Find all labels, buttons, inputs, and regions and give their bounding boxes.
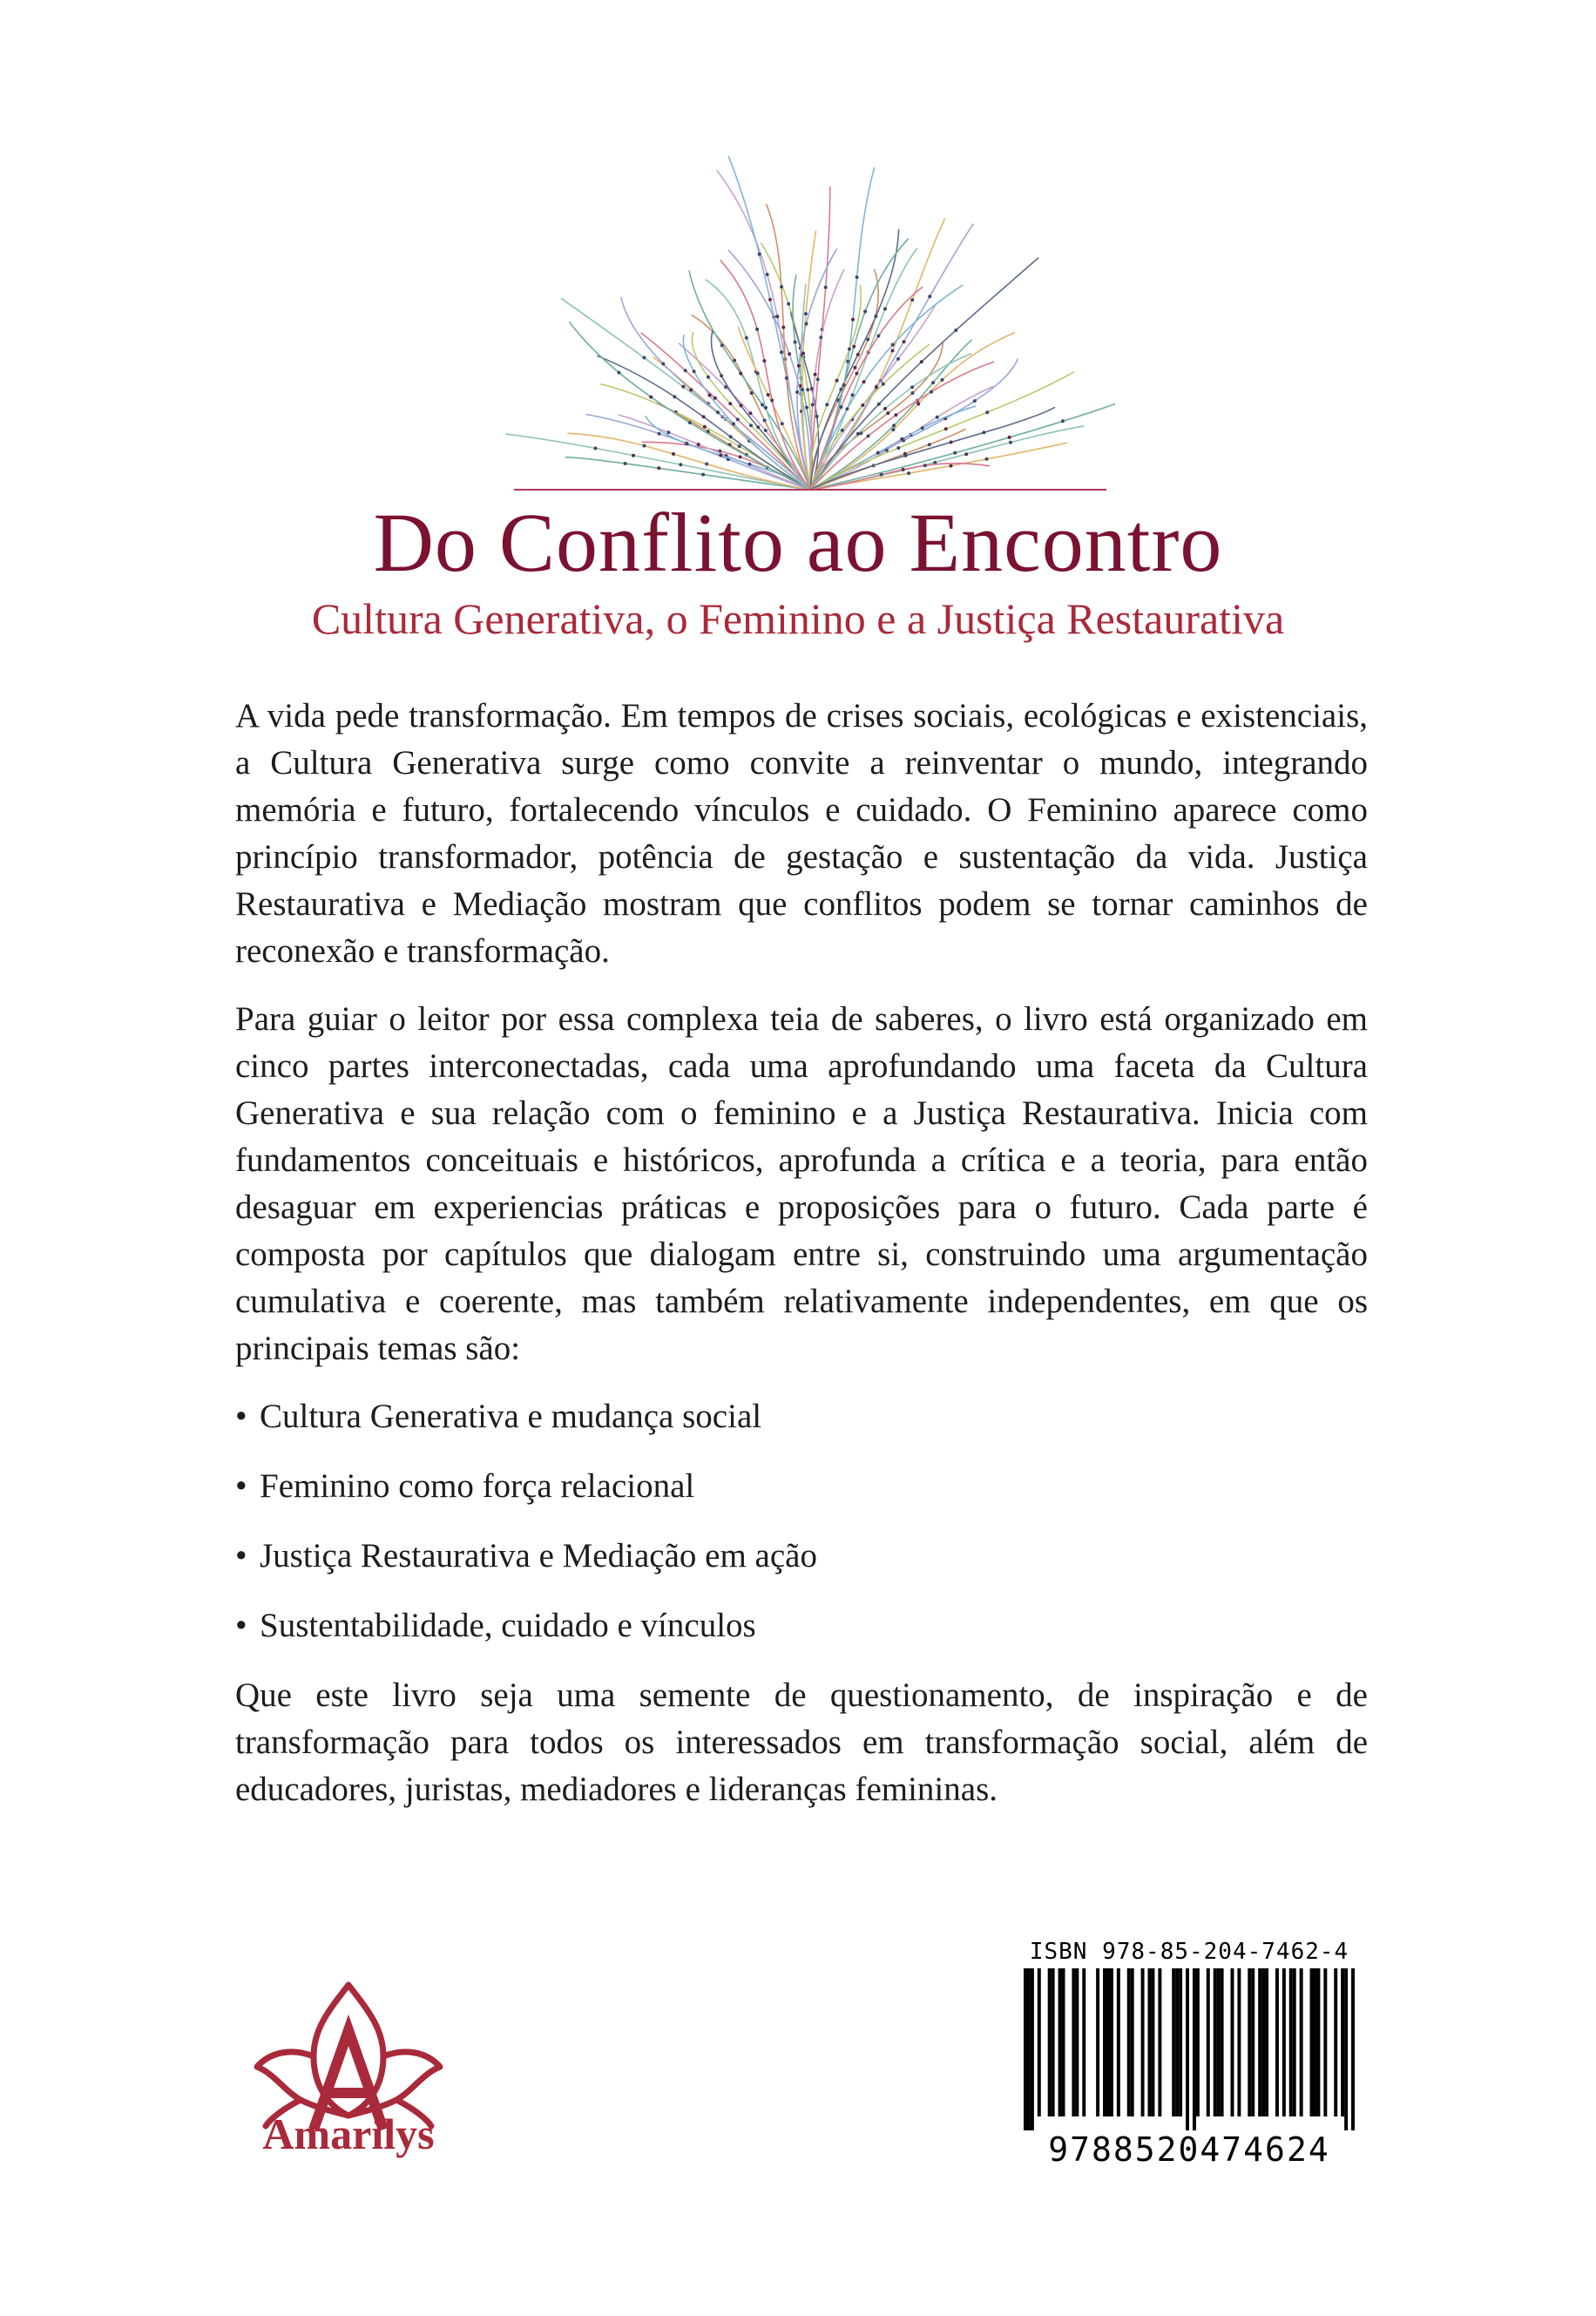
barcode-bar: [1096, 1968, 1099, 2116]
art-dot: [936, 416, 939, 419]
art-dot: [815, 415, 819, 418]
art-dot: [749, 423, 753, 427]
art-dot: [785, 376, 788, 380]
barcode-bar: [1265, 1968, 1268, 2116]
art-dot: [920, 360, 923, 363]
barcode-bar: [1207, 1968, 1210, 2116]
art-dot: [797, 364, 801, 368]
bullet-icon: •: [235, 1467, 247, 1505]
radiating-lines-illustration: [505, 131, 1115, 497]
barcode-bar: [1261, 1968, 1265, 2116]
art-dot: [767, 393, 770, 396]
art-dot: [756, 425, 760, 429]
art-dot: [736, 417, 740, 421]
art-dot: [891, 349, 895, 353]
art-dot: [902, 468, 905, 471]
art-dot: [748, 463, 752, 466]
barcode-bar: [1214, 1968, 1217, 2116]
art-dot: [679, 463, 682, 466]
art-dot: [657, 466, 660, 470]
art-dot: [954, 328, 957, 332]
art-dot: [794, 341, 797, 344]
barcode-bar: [1058, 1968, 1062, 2116]
barcode-bar: [1258, 1968, 1261, 2116]
art-dot: [804, 312, 808, 315]
bullet-icon: •: [235, 1537, 247, 1574]
art-dot: [903, 454, 907, 457]
paragraph-1: A vida pede transformação. Em tempos de crises sociais, ecológicas e existenciais, a Cultura Generativa surge como convite a reinventar o mundo, integrando memória e futuro, fortalecendo vínculos e cuidado. O Feminino aparece como princípio transformador, potência de gestação e sustentação da vida. Justiça Restaurativa e Mediação mostram que conflitos podem se tornar caminhos de reconexão e transformação.: [235, 697, 1368, 970]
barcode-bar: [1275, 1968, 1279, 2116]
barcode-bar: [1231, 1968, 1234, 2116]
barcode-bar: [1072, 1968, 1075, 2116]
art-dot: [762, 359, 766, 362]
art-dot: [763, 419, 767, 423]
art-dot: [703, 425, 707, 429]
art-dot: [801, 388, 804, 391]
art-dot: [874, 315, 877, 318]
barcode-bar: [1179, 1968, 1182, 2116]
art-dot: [883, 308, 887, 311]
art-dot: [689, 389, 693, 392]
art-dot: [896, 446, 900, 450]
book-title: Do Conflito ao Encontro: [373, 496, 1223, 589]
barcode-bar: [1186, 1968, 1189, 2134]
art-dot: [732, 422, 735, 425]
art-dot: [806, 388, 809, 391]
barcode-bar: [1075, 1968, 1079, 2116]
art-dot: [896, 357, 900, 361]
barcode-bar: [1314, 1968, 1317, 2116]
art-dot: [805, 406, 808, 410]
art-dot: [811, 403, 815, 407]
art-dot: [883, 407, 887, 410]
art-dot: [795, 390, 799, 394]
art-dot: [624, 462, 627, 465]
barcode-bar: [1248, 1968, 1251, 2116]
barcode-bar: [1048, 1968, 1052, 2116]
bullet-text: Sustentabilidade, cuidado e vínculos: [260, 1607, 756, 1644]
barcode-bar: [1334, 1968, 1337, 2116]
barcode-bar: [1172, 1968, 1175, 2116]
art-dot: [985, 410, 989, 414]
art-dot: [941, 378, 944, 382]
art-dot: [1061, 419, 1065, 423]
art-dot: [781, 422, 784, 425]
art-dot: [673, 395, 676, 398]
bullet-text: Feminino como força relacional: [260, 1467, 695, 1505]
art-dot: [768, 298, 772, 301]
art-dot: [825, 403, 828, 406]
art-dot: [686, 442, 689, 445]
art-dot: [852, 345, 855, 349]
barcode-bar: [1148, 1968, 1152, 2116]
art-dot: [903, 340, 906, 343]
art-dot: [764, 406, 768, 410]
art-dot: [729, 435, 733, 438]
art-dot: [716, 410, 720, 414]
art-dot: [693, 369, 696, 373]
art-dot: [882, 383, 885, 386]
barcode-bar: [1082, 1968, 1085, 2116]
art-dot: [761, 403, 764, 407]
art-dot: [632, 454, 635, 457]
barcode-bar: [1038, 1968, 1041, 2116]
art-dot: [702, 415, 706, 418]
art-dot: [719, 454, 722, 457]
art-dot: [739, 455, 742, 458]
art-dot: [681, 385, 685, 389]
art-dot: [787, 302, 790, 306]
art-line: [621, 297, 810, 490]
book-subtitle: Cultura Generativa, o Feminino e a Justiça Restaurativa: [311, 594, 1285, 643]
art-dot: [855, 372, 858, 376]
art-dot: [928, 295, 931, 298]
art-dot: [740, 404, 743, 408]
art-dot: [930, 390, 933, 394]
art-dot: [856, 432, 860, 436]
art-dot: [764, 429, 768, 432]
art-dot: [916, 403, 920, 406]
art-dot: [748, 411, 752, 415]
art-dot: [594, 447, 598, 450]
barcode-bar: [1127, 1968, 1131, 2116]
art-dot: [697, 443, 700, 446]
art-dot: [841, 429, 844, 432]
art-dot: [701, 473, 705, 477]
barcode-bar: [1151, 1968, 1154, 2116]
art-dot: [886, 411, 889, 415]
art-dot: [745, 336, 748, 340]
art-dot: [780, 350, 783, 354]
isbn-label: ISBN 978-85-204-7462-4: [1029, 1939, 1349, 1965]
art-line: [810, 224, 973, 490]
art-dot: [923, 464, 927, 467]
art-dot: [950, 464, 953, 468]
art-dot: [863, 310, 867, 314]
art-dot: [780, 285, 783, 288]
isbn-barcode: [1015, 1939, 1363, 2174]
art-dot: [982, 430, 985, 434]
barcode-bar: [1024, 1968, 1027, 2134]
art-dot: [684, 369, 687, 372]
art-dot: [891, 343, 895, 347]
barcode-bar: [1175, 1968, 1179, 2116]
barcode-bar: [1300, 1968, 1303, 2116]
barcode-bar: [1316, 1968, 1320, 2116]
art-dot: [880, 473, 883, 477]
art-dot: [739, 372, 742, 376]
art-dot: [688, 421, 692, 424]
barcode-bar: [1344, 1968, 1348, 2134]
art-dot: [642, 356, 646, 360]
barcode-bar: [1031, 1968, 1034, 2134]
art-dot: [705, 463, 708, 466]
barcode-bar: [1117, 1968, 1120, 2116]
art-dot: [738, 444, 741, 448]
art-dot: [708, 394, 712, 397]
art-dot: [851, 393, 855, 396]
art-dot: [964, 452, 968, 456]
art-dot: [816, 377, 820, 381]
bullet-icon: •: [235, 1607, 247, 1644]
art-dot: [855, 275, 859, 279]
art-dot: [910, 298, 914, 301]
barcode-bar: [1323, 1968, 1327, 2116]
art-dot: [814, 373, 817, 376]
art-dot: [672, 452, 675, 456]
art-dot: [775, 315, 779, 318]
art-dot: [856, 353, 860, 356]
art-dot: [944, 427, 948, 430]
art-dot: [658, 432, 661, 436]
art-dot: [661, 362, 665, 366]
art-dot: [1009, 441, 1012, 444]
art-dot: [900, 437, 903, 441]
art-dot: [950, 441, 953, 444]
art-line: [810, 258, 1038, 490]
art-dot: [756, 372, 760, 376]
art-dot: [835, 379, 839, 383]
barcode-bar: [1062, 1968, 1065, 2116]
barcode-bar: [1131, 1968, 1134, 2116]
isbn-digits: 9788520474624: [1015, 2130, 1363, 2169]
art-dot: [876, 451, 880, 455]
art-dot: [805, 322, 808, 326]
bullet-icon: •: [235, 1398, 247, 1435]
list-item: [235, 1393, 1368, 1440]
art-dot: [819, 335, 822, 339]
barcode-bar: [1027, 1968, 1031, 2134]
publisher-name: Amarilys: [262, 2109, 435, 2158]
art-dot: [854, 366, 857, 369]
art-dot: [985, 457, 989, 461]
art-dot: [840, 405, 843, 409]
barcode-bar: [1289, 1968, 1293, 2116]
art-dot: [666, 430, 670, 434]
art-dot: [758, 253, 761, 256]
bullet-text: Cultura Generativa e mudança social: [260, 1398, 762, 1435]
art-dot: [848, 348, 851, 351]
art-dot: [973, 399, 977, 403]
art-dot: [953, 451, 957, 455]
barcode-bar: [1341, 1968, 1344, 2116]
art-dot: [894, 413, 897, 416]
art-dot: [845, 407, 849, 410]
art-dot: [891, 428, 895, 431]
art-dot: [851, 318, 855, 322]
barcode-bar: [1351, 1968, 1355, 2134]
barcode-bar: [1103, 1968, 1106, 2116]
art-dot: [720, 374, 723, 377]
art-dot: [824, 286, 828, 289]
barcode-bar: [1310, 1968, 1314, 2116]
art-dot: [861, 403, 864, 407]
barcode-bar: [1293, 1968, 1296, 2116]
art-dot: [911, 391, 915, 395]
art-dot: [720, 343, 724, 347]
art-dot: [867, 434, 870, 437]
art-dot: [928, 443, 931, 446]
art-dot: [755, 328, 759, 331]
art-dot: [876, 335, 880, 338]
art-dot: [931, 381, 935, 384]
art-dot: [728, 402, 732, 405]
barcode-bar: [1282, 1968, 1286, 2116]
paragraph-2: Para guiar o leitor por essa complexa teia de saberes, o livro está organizado em cinco partes interconectadas, cada uma aprofundando uma faceta da Cultura Generativa e sua relação com o feminino e a Justiça Restaurativa. Inicia com fundamentos conceituais e históricos, aprofunda a crítica e a teoria, para então desaguar em experiencias práticas e proposições para o futuro. Cada parte é composta por capítulos que dialogam entre si, construindo uma argumentação cumulativa e coerente, mas também relativamente independentes, em que os principais temas são:: [235, 1000, 1368, 1367]
art-dot: [788, 352, 791, 356]
art-dot: [801, 352, 805, 356]
bullet-text: Justiça Restaurativa e Mediação em ação: [260, 1537, 817, 1574]
barcode-bar: [1141, 1968, 1145, 2116]
art-dot: [649, 396, 653, 399]
art-dot: [907, 471, 910, 475]
art-dot: [877, 403, 881, 406]
art-dot: [770, 399, 774, 403]
barcode-bar: [1193, 1968, 1196, 2134]
art-dot: [842, 383, 846, 387]
barcode-bar: [1110, 1968, 1113, 2116]
art-dot: [1008, 436, 1011, 439]
art-dot: [875, 386, 878, 389]
barcode-bar: [1052, 1968, 1055, 2116]
art-dot: [617, 371, 620, 375]
barcode-bar: [1106, 1968, 1110, 2116]
art-line: [810, 333, 1015, 490]
art-dot: [713, 396, 717, 400]
list-item: [235, 1602, 1368, 1649]
art-dot: [781, 326, 785, 329]
art-dot: [921, 426, 924, 430]
art-dot: [766, 273, 769, 276]
art-dot: [866, 338, 869, 342]
back-cover-text: [235, 693, 1368, 1834]
barcode-bar: [1221, 1968, 1224, 2116]
art-dot: [862, 380, 866, 383]
art-dot: [707, 376, 710, 379]
barcode-bar: [1251, 1968, 1254, 2116]
barcode-bar: [1158, 1968, 1161, 2116]
list-item: [235, 1463, 1368, 1510]
list-item: [235, 1533, 1368, 1580]
barcode-bars: [1024, 1968, 1355, 2134]
barcode-bar: [1237, 1968, 1241, 2116]
barcode-bar: [1217, 1968, 1221, 2116]
closing-paragraph: Que este livro seja uma semente de questionamento, de inspiração e de transformação para todos os interessados em transformação social, além de educadores, juristas, mediadores e lideranças femininas.: [235, 1676, 1368, 1808]
art-dot: [643, 444, 646, 448]
art-dot: [910, 385, 914, 389]
barcode-bar: [1196, 1968, 1200, 2116]
art-line: [810, 340, 971, 490]
